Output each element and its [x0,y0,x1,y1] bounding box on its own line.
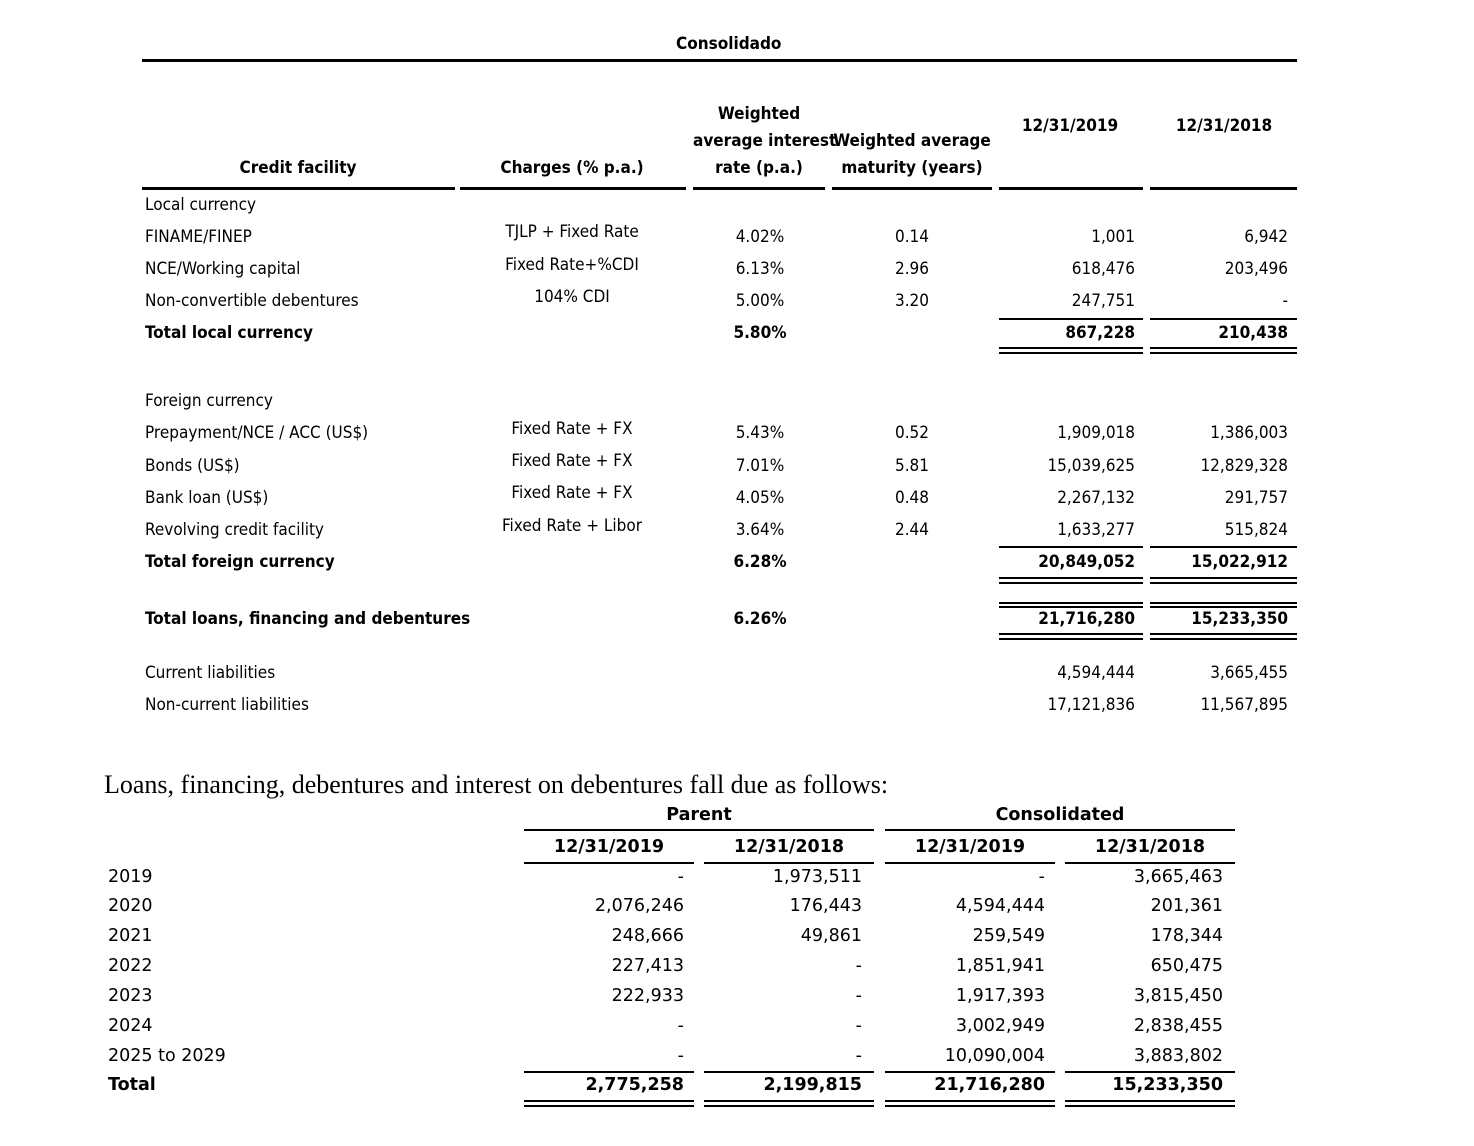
year-label: 2023 [108,986,153,1006]
double-rule [999,347,1143,349]
row-charges: Fixed Rate + FX [511,451,633,471]
header-2018: 12/31/2018 [1175,116,1273,136]
row-value-2019: 1,909,018 [1057,423,1135,443]
row-value-2018: 3,665,455 [1210,663,1288,683]
header-wair-2: average interest [693,131,837,151]
row-value-2018: 6,942 [1244,227,1288,247]
year-label: 2024 [108,1016,153,1036]
total-rule [1065,1071,1235,1073]
cell: - [855,956,862,976]
col-header: 12/31/2018 [733,837,845,857]
cell: 1,917,393 [955,986,1045,1006]
double-rule [999,577,1143,579]
row-maturity: 3.20 [894,291,930,311]
subtotal-rule [1150,318,1297,320]
subtotal-rule [999,546,1143,548]
row-label: Non-convertible debentures [145,291,359,311]
row-label: Prepayment/NCE / ACC (US$) [145,423,369,443]
group-rule [885,829,1235,831]
total-local-label: Total local currency [145,323,313,343]
grand-total-2018: 15,233,350 [1191,609,1288,629]
year-label: 2020 [108,896,153,916]
cell: 178,344 [1150,926,1223,946]
parent-label: Parent [666,805,732,825]
double-rule [999,633,1143,635]
row-value-2018: 11,567,895 [1200,695,1288,715]
cell: 201,361 [1150,896,1223,916]
double-rule [999,352,1143,354]
header-2019: 12/31/2019 [1021,116,1119,136]
total-cell: 2,199,815 [763,1075,862,1095]
row-value-2019: 247,751 [1071,291,1135,311]
top-rule [142,59,1297,62]
row-value-2018: 515,824 [1224,520,1288,540]
cell: 227,413 [611,956,684,976]
row-value-2018: 12,829,328 [1200,456,1288,476]
header-wam-1: Weighted average [833,131,991,151]
cell: 3,665,463 [1133,867,1223,887]
header-wair-1: Weighted [717,104,801,124]
row-value-2018: 1,386,003 [1210,423,1288,443]
row-rate: 3.64% [735,520,785,540]
col-header: 12/31/2018 [1094,837,1206,857]
total-foreign-2018: 15,022,912 [1191,552,1288,572]
header-wam-2: maturity (years) [841,158,983,178]
row-maturity: 0.52 [894,423,930,443]
double-rule [999,638,1143,640]
cell: 3,883,802 [1133,1046,1223,1066]
cell: - [1038,867,1045,887]
row-label: Non-current liabilities [145,695,309,715]
double-rule [1150,577,1297,579]
cell: - [677,1046,684,1066]
grand-total-label: Total loans, financing and debentures [145,609,471,629]
row-label: Bank loan (US$) [145,488,269,508]
year-label: 2025 to 2029 [108,1046,226,1066]
total-local-rate: 5.80% [733,323,787,343]
cell: 4,594,444 [955,896,1045,916]
year-label: 2021 [108,926,153,946]
cell: 1,851,941 [955,956,1045,976]
total-foreign-2019: 20,849,052 [1038,552,1135,572]
cell: 248,666 [611,926,684,946]
total-foreign-rate: 6.28% [733,552,787,572]
col-rule [885,862,1055,864]
total-rule [524,1071,694,1073]
row-charges: Fixed Rate + Libor [502,516,642,536]
row-maturity: 0.48 [894,488,930,508]
double-rule [885,1105,1055,1107]
row-charges: TJLP + Fixed Rate [505,222,639,242]
group-rule [524,829,874,831]
row-label: Current liabilities [145,663,276,683]
col-rule [524,862,694,864]
double-rule [704,1105,874,1107]
row-charges: Fixed Rate + FX [511,483,633,503]
year-label: 2019 [108,867,153,887]
row-rate: 6.13% [735,259,785,279]
total-rule [885,1071,1055,1073]
cell: - [677,1016,684,1036]
caption: Loans, financing, debentures and interest on debentures fall due as follows: [104,770,889,799]
total-label: Total [108,1075,156,1095]
cell: - [855,1046,862,1066]
double-rule [704,1100,874,1102]
cell: 2,076,246 [594,896,684,916]
header-charges: Charges (% p.a.) [500,158,644,178]
total-cell: 2,775,258 [585,1075,684,1095]
double-rule [1065,1100,1235,1102]
double-rule [1150,582,1297,584]
row-label: FINAME/FINEP [145,227,252,247]
row-value-2019: 15,039,625 [1047,456,1135,476]
col-header: 12/31/2019 [553,837,665,857]
header-rule [460,187,686,190]
double-rule [1065,1105,1235,1107]
cell: - [677,867,684,887]
total-cell: 21,716,280 [934,1075,1045,1095]
row-charges: Fixed Rate + FX [511,419,633,439]
subtotal-rule [1150,546,1297,548]
total-local-2018: 210,438 [1218,323,1288,343]
row-maturity: 2.96 [894,259,930,279]
header-rule [1150,187,1297,190]
row-maturity: 2.44 [894,520,930,540]
row-value-2019: 1,001 [1091,227,1135,247]
double-rule [1150,638,1297,640]
double-rule [1150,347,1297,349]
header-rule [693,187,825,190]
cell: 222,933 [611,986,684,1006]
total-rule [704,1071,874,1073]
header-wair-3: rate (p.a.) [715,158,803,178]
header-credit-facility: Credit facility [239,158,357,178]
cell: - [855,1016,862,1036]
row-value-2018: 203,496 [1224,259,1288,279]
row-label: NCE/Working capital [145,259,301,279]
consolidated-label: Consolidated [995,805,1125,825]
section-foreign-currency: Foreign currency [145,391,273,411]
double-rule [524,1100,694,1102]
total-cell: 15,233,350 [1112,1075,1223,1095]
double-rule [1150,602,1297,604]
header-rule [999,187,1143,190]
header-rule [142,187,455,190]
row-value-2019: 618,476 [1071,259,1135,279]
cell: 650,475 [1150,956,1223,976]
double-rule [1150,352,1297,354]
row-rate: 7.01% [735,456,785,476]
row-charges: Fixed Rate+%CDI [505,255,639,275]
cell: 3,815,450 [1133,986,1223,1006]
year-label: 2022 [108,956,153,976]
row-value-2019: 17,121,836 [1047,695,1135,715]
cell: 2,838,455 [1133,1016,1223,1036]
cell: 1,973,511 [772,867,862,887]
total-foreign-label: Total foreign currency [145,552,335,572]
cell: 49,861 [800,926,862,946]
cell: 10,090,004 [944,1046,1045,1066]
row-value-2019: 2,267,132 [1057,488,1135,508]
double-rule [524,1105,694,1107]
total-local-2019: 867,228 [1065,323,1135,343]
subtotal-rule [999,318,1143,320]
cell: 3,002,949 [955,1016,1045,1036]
double-rule [1150,633,1297,635]
group-header-consolidado: Consolidado [676,34,782,54]
col-header: 12/31/2019 [914,837,1026,857]
section-local-currency: Local currency [145,195,257,215]
grand-total-rate: 6.26% [733,609,787,629]
row-rate: 4.02% [735,227,785,247]
row-value-2019: 4,594,444 [1057,663,1135,683]
col-rule [1065,862,1235,864]
row-maturity: 0.14 [894,227,930,247]
double-rule [999,606,1143,608]
header-rule [832,187,992,190]
row-rate: 5.00% [735,291,785,311]
cell: 176,443 [789,896,862,916]
double-rule [1150,606,1297,608]
row-value-2019: 1,633,277 [1057,520,1135,540]
row-charges: 104% CDI [534,287,610,307]
cell: - [855,986,862,1006]
double-rule [885,1100,1055,1102]
row-rate: 5.43% [735,423,785,443]
col-rule [704,862,874,864]
double-rule [999,582,1143,584]
row-maturity: 5.81 [894,456,930,476]
row-value-2018: - [1282,291,1288,311]
grand-total-2019: 21,716,280 [1038,609,1135,629]
cell: 259,549 [972,926,1045,946]
row-label: Revolving credit facility [145,520,324,540]
double-rule [999,602,1143,604]
row-rate: 4.05% [735,488,785,508]
row-value-2018: 291,757 [1224,488,1288,508]
row-label: Bonds (US$) [145,456,240,476]
